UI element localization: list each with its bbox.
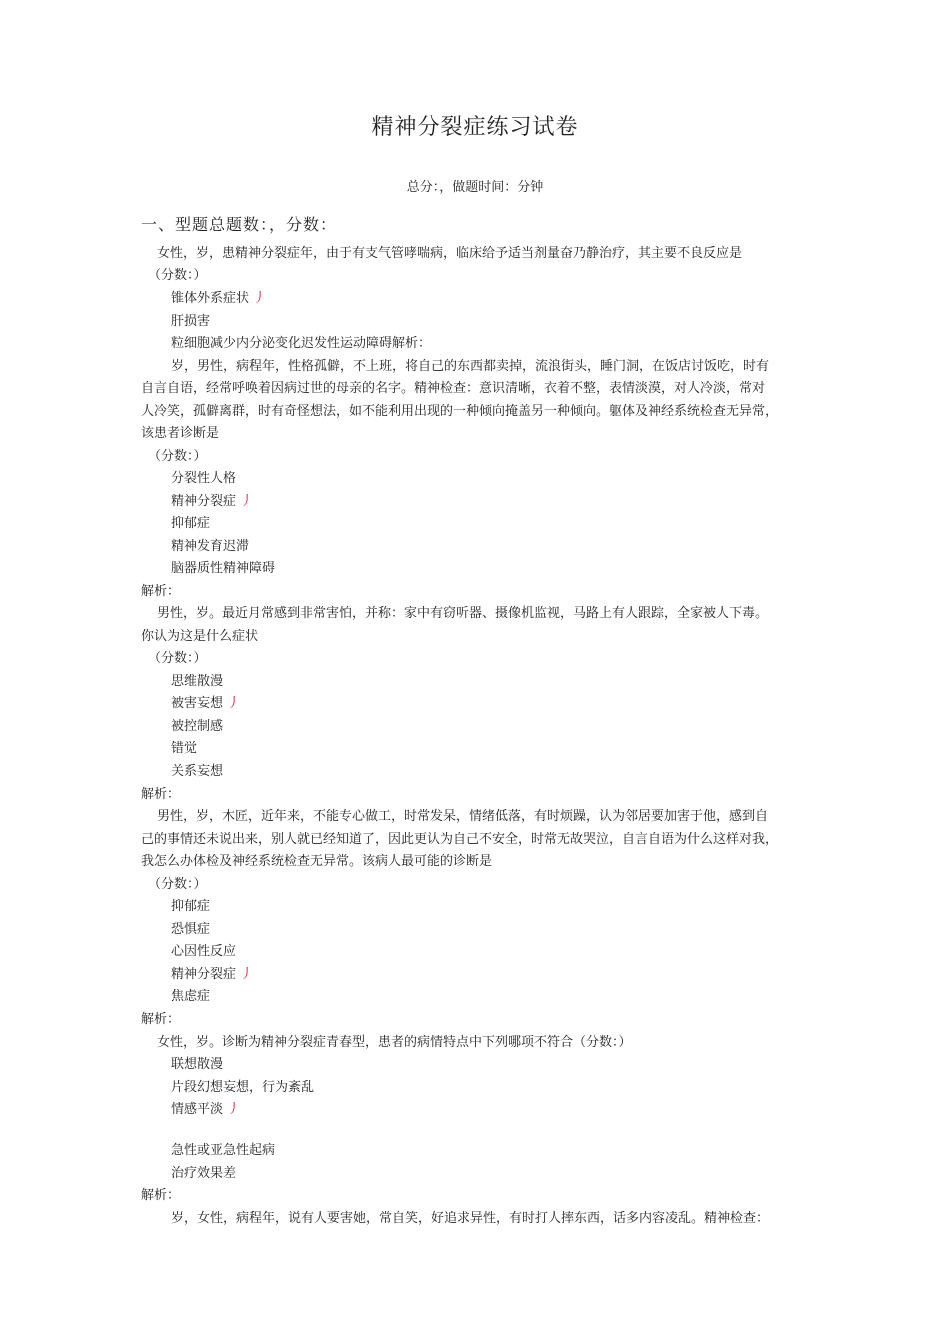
question-2-score: （分数：）: [148, 449, 207, 464]
question-2-text: 岁，男性，病程年，性格孤僻，不上班，将自己的东西都卖掉，流浪街头，睡门洞，在饭店讨饭吃，时有: [171, 359, 770, 374]
q4-option: 心因性反应: [171, 944, 237, 959]
answer-mark: 丿: [240, 967, 254, 982]
question-5-text: 女性，岁。诊断为精神分裂症青春型，患者的病情特点中下列哪项不符合（分数：）: [157, 1035, 632, 1050]
analysis-label: 解析：: [141, 584, 181, 599]
q2-option: 脑器质性精神障碍: [171, 561, 276, 576]
q3-option: 思维散漫: [171, 674, 224, 689]
question-2-text: 自言自语，经常呼唤着因病过世的母亲的名字。精神检查：意识清晰，衣着不整，表情淡漠，对人冷淡，常对: [141, 381, 766, 396]
q5-option: 片段幻想妄想，行为紊乱: [171, 1080, 315, 1095]
question-1-text: 女性，岁，患精神分裂症年，由于有支气管哮喘病，临床给予适当剂量奋乃静治疗，其主要不良反应是: [157, 246, 743, 261]
analysis-label: 解析：: [141, 1012, 181, 1027]
q3-option: 被控制感: [171, 719, 224, 734]
q2-option: 抑郁症: [171, 516, 211, 531]
answer-mark: 丿: [240, 494, 254, 509]
q3-option: 关系妄想: [171, 764, 224, 779]
question-4-text: 己的事情还未说出来，别人就已经知道了，因此更认为自己不安全，时常无故哭泣，自言自语为什么这样对我，: [141, 832, 779, 847]
q2-option: 分裂性人格: [171, 471, 237, 486]
section-heading: 一、型题总题数：，分数：: [141, 215, 338, 234]
q1-option: 锥体外系症状 丿: [171, 291, 267, 306]
question-4-text: 我怎么办体检及神经系统检查无异常。该病人最可能的诊断是: [141, 854, 493, 869]
question-6-text: 岁，女性，病程年，说有人要害她，常自笑，好追求异性，有时打人摔东西，话多内容凌乱。精神检查：: [171, 1211, 770, 1226]
q3-option: 被害妄想 丿: [171, 696, 241, 711]
exam-meta: 总分：，做题时间：分钟: [406, 180, 544, 195]
q5-option: 联想散漫: [171, 1057, 224, 1072]
q4-option: 精神分裂症 丿: [171, 967, 254, 982]
q4-option: 恐惧症: [171, 922, 211, 937]
question-4-text: 男性，岁，木匠，近年来，不能专心做工，时常发呆，情绪低落，有时烦躁，认为邻居要加害于他，感到自: [157, 809, 769, 824]
question-2-text: 人冷笑，孤僻离群，时有奇怪想法，如不能利用出现的一种倾向掩盖另一种倾向。躯体及神经系统检查无异常，: [141, 404, 779, 419]
page-title: 精神分裂症练习试卷: [371, 115, 579, 140]
q5-option: 情感平淡 丿: [171, 1102, 241, 1117]
question-3-text: 你认为这是什么症状: [141, 629, 259, 644]
q4-option: 焦虑症: [171, 989, 211, 1004]
analysis-label: 解析：: [141, 787, 181, 802]
analysis-label: 解析：: [141, 1188, 181, 1203]
answer-mark: 丿: [253, 291, 267, 306]
q1-option: 肝损害: [171, 314, 211, 329]
answer-mark: 丿: [227, 696, 241, 711]
answer-mark: 丿: [227, 1102, 241, 1117]
q5-option: 急性或亚急性起病: [171, 1143, 276, 1158]
q2-option: 精神发育迟滞: [171, 539, 250, 554]
q2-option: 精神分裂症 丿: [171, 494, 254, 509]
question-3-text: 男性，岁。最近月常感到非常害怕，并称：家中有窃听器、摄像机监视，马路上有人跟踪，全家被人下毒。: [157, 606, 769, 621]
question-3-score: （分数：）: [148, 651, 207, 666]
q3-option: 错觉: [171, 741, 198, 756]
q4-option: 抑郁症: [171, 899, 211, 914]
q1-option: 粒细胞减少内分泌变化迟发性运动障碍解析：: [171, 336, 432, 351]
question-1-score: （分数：）: [148, 268, 207, 283]
question-2-text: 该患者诊断是: [141, 426, 220, 441]
q5-option: 治疗效果差: [171, 1166, 237, 1181]
question-4-score: （分数：）: [148, 877, 207, 892]
